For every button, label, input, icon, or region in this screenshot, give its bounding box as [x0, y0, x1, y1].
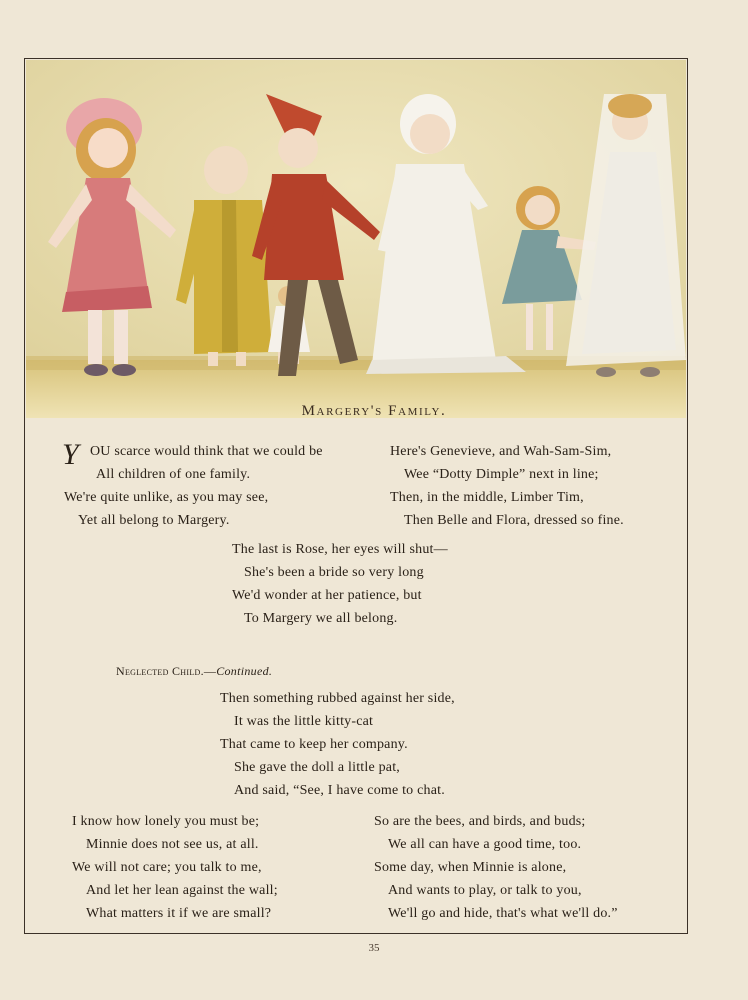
- verse-line: We'd wonder at her patience, but: [232, 588, 422, 603]
- verse-line: She gave the doll a little pat,: [234, 760, 400, 775]
- verse-line: We will not care; you talk to me,: [72, 860, 262, 875]
- verse-line: We all can have a good time, too.: [388, 837, 582, 852]
- verse-line: So are the bees, and birds, and buds;: [374, 814, 586, 829]
- verse-line: She's been a bride so very long: [244, 565, 424, 580]
- verse-line: Some day, when Minnie is alone,: [374, 860, 567, 875]
- continued-heading: [116, 664, 272, 679]
- poem-title: Margery's Family.: [301, 403, 447, 419]
- verse-line: Minnie does not see us, at all.: [86, 837, 259, 852]
- verse-line: What matters it if we are small?: [86, 906, 272, 921]
- verse-line: It was the little kitty-cat: [234, 714, 374, 729]
- page-number: 35: [368, 942, 380, 954]
- continued-heading-italic: Continued.: [216, 664, 273, 678]
- verse-line: I know how lonely you must be;: [72, 814, 260, 829]
- verse-line: That came to keep her company.: [220, 737, 408, 752]
- verse-line: And said, “See, I have come to chat.: [234, 783, 445, 798]
- drop-cap: Y: [62, 438, 79, 471]
- verse-line: OU scarce would think that we could be: [90, 444, 323, 459]
- verse-line: Wee “Dotty Dimple” next in line;: [404, 467, 599, 482]
- verse-line: And wants to play, or talk to you,: [388, 883, 582, 898]
- verse-line: Then Belle and Flora, dressed so fine.: [404, 513, 624, 528]
- verse-line: And let her lean against the wall;: [86, 883, 278, 898]
- dolls-illustration: [26, 60, 686, 418]
- verse-line: To Margery we all belong.: [244, 611, 398, 626]
- verse-line: We'll go and hide, that's what we'll do.”: [388, 906, 618, 921]
- verse-line: We're quite unlike, as you may see,: [64, 490, 269, 505]
- continued-heading-label: Neglected Child.—: [116, 664, 217, 678]
- verse-line: Yet all belong to Margery.: [78, 513, 230, 528]
- verse-line: Then something rubbed against her side,: [220, 691, 455, 706]
- verse-line: Then, in the middle, Limber Tim,: [390, 490, 584, 505]
- verse-line: The last is Rose, her eyes will shut—: [232, 542, 448, 557]
- verse-line: Here's Genevieve, and Wah-Sam-Sim,: [390, 444, 612, 459]
- verse-line: All children of one family.: [96, 467, 251, 482]
